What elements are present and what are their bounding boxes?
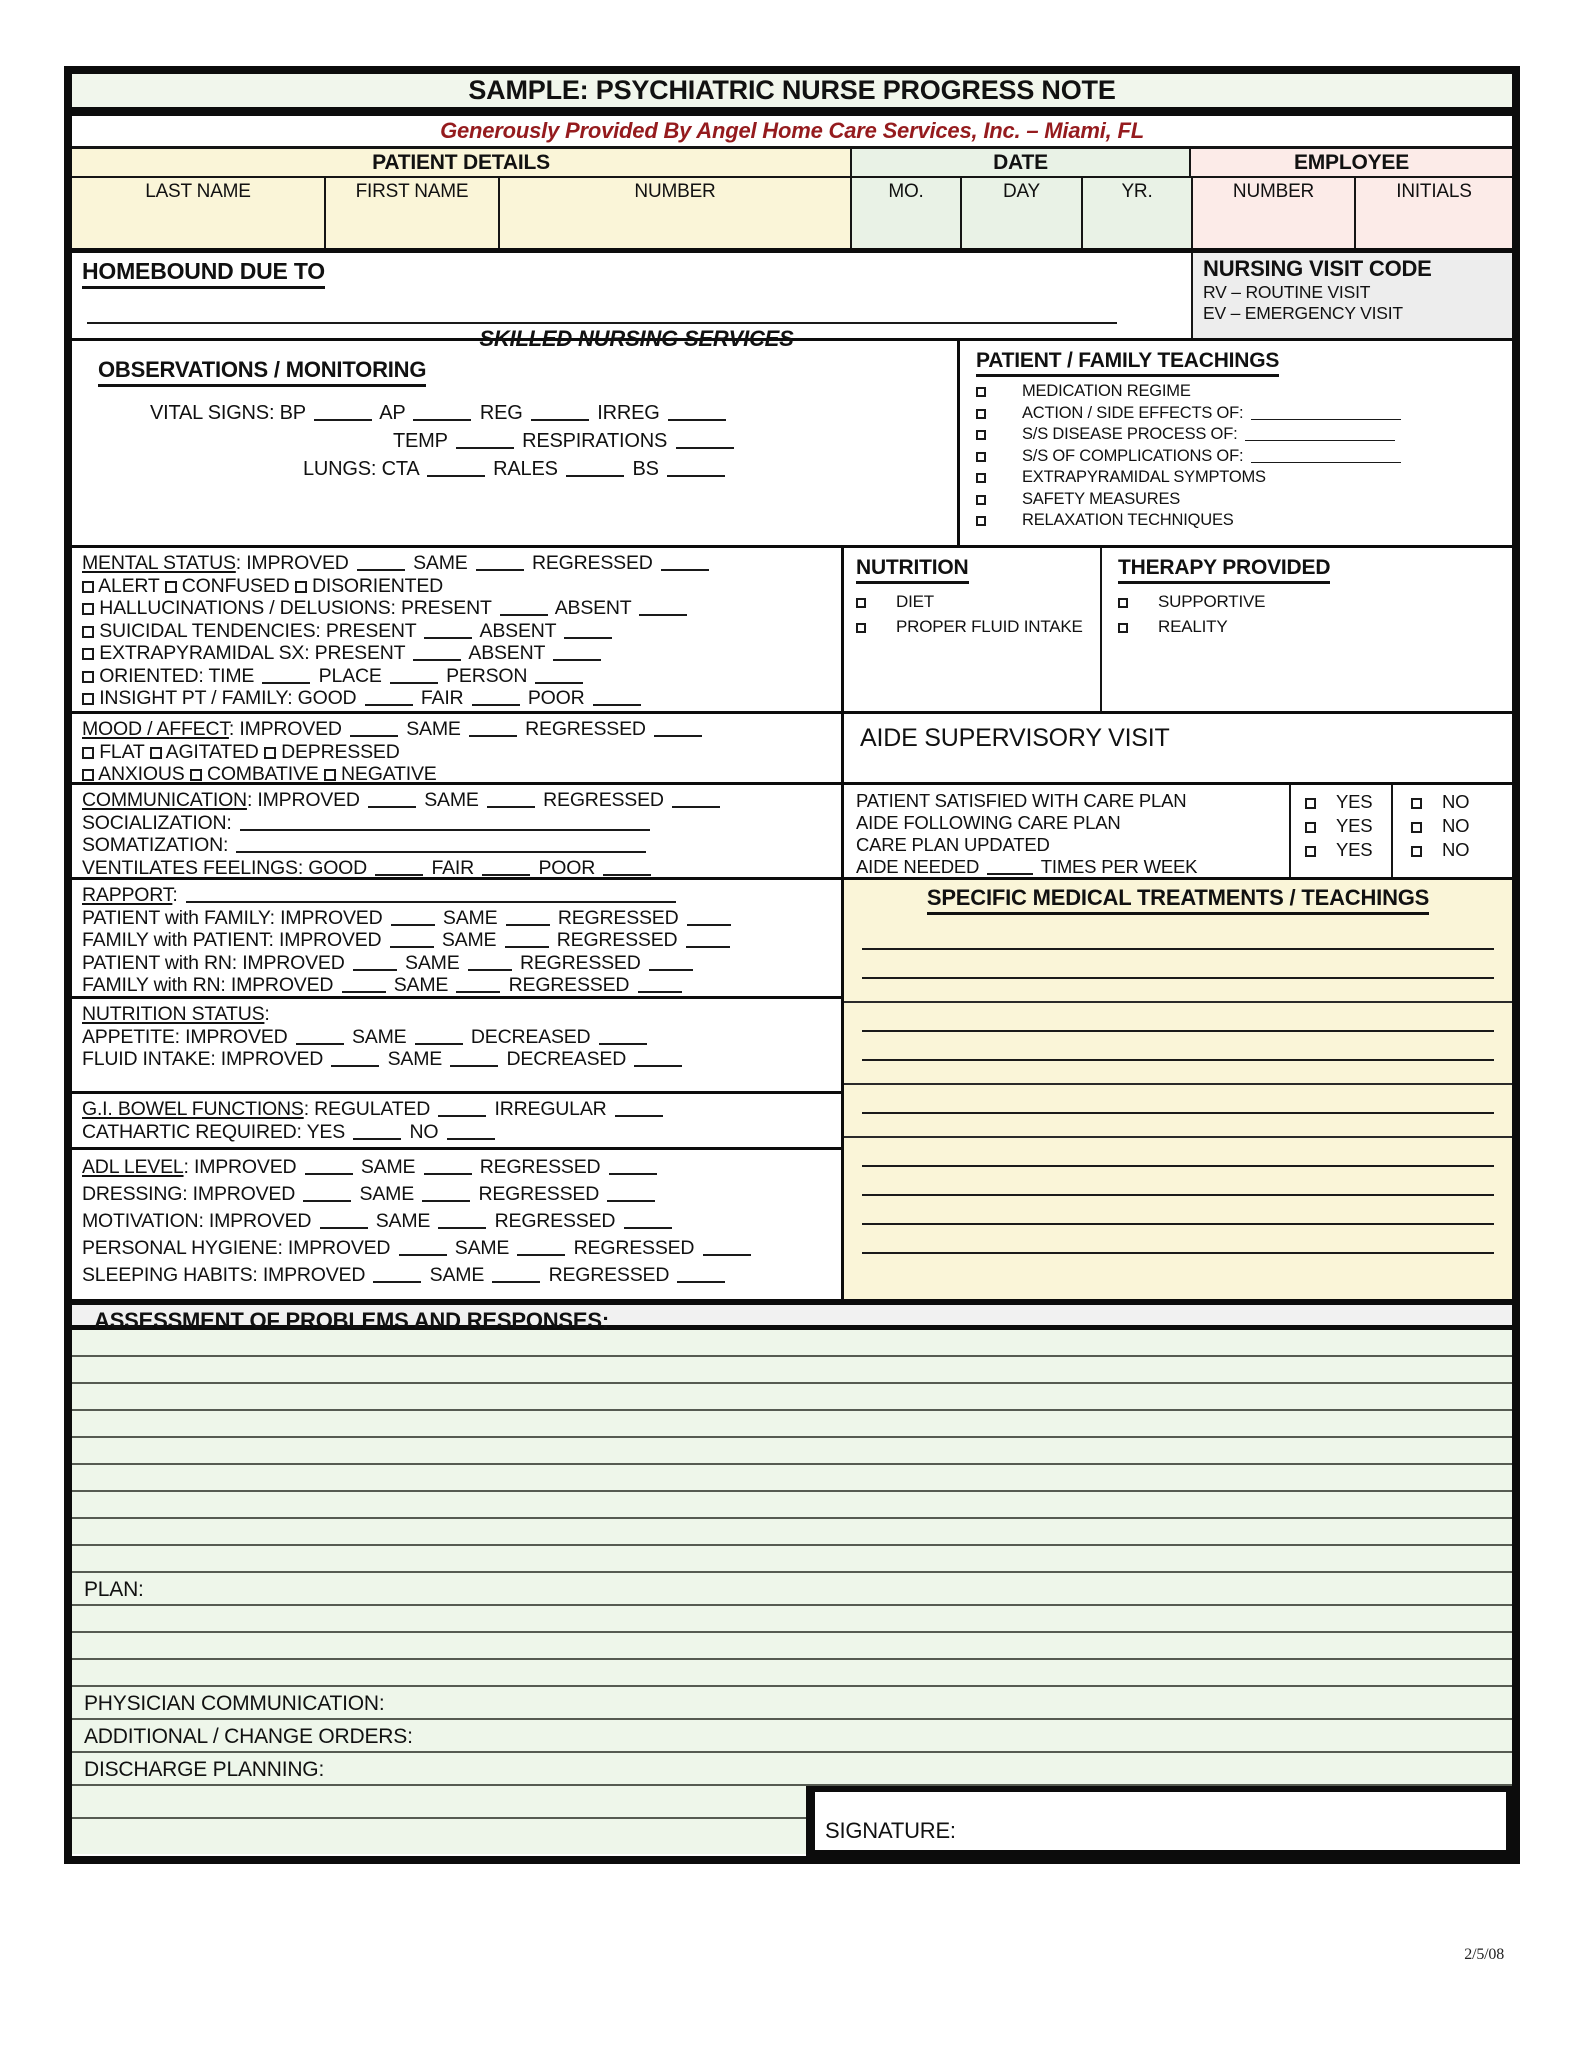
ruled-row[interactable] [72,1465,1512,1492]
nursing-visit-code-title: NURSING VISIT CODE [1203,256,1432,281]
form-title: SAMPLE: PSYCHIATRIC NURSE PROGRESS NOTE [72,74,1512,116]
checkbox[interactable] [1305,798,1316,809]
form-line: DIET [856,589,1100,614]
blank-field[interactable] [566,462,624,477]
form-line: PATIENT with FAMILY: IMPROVED SAME REGRESSED [82,907,835,930]
discharge-planning-row[interactable]: DISCHARGE PLANNING: [72,1753,1512,1786]
ruled-row[interactable] [72,1546,1512,1573]
ruled-row[interactable] [72,1384,1512,1411]
form-line: PROPER FLUID INTAKE [856,614,1100,639]
writing-line[interactable] [862,1085,1494,1114]
blank-field[interactable] [368,793,416,808]
form-line: NO [1411,838,1512,862]
treatment-block [844,1003,1512,1085]
homebound-area [72,253,1191,351]
therapy-heading: THERAPY PROVIDED [1118,556,1330,584]
form-line: HALLUCINATIONS / DELUSIONS: PRESENT ABSENT [82,597,835,620]
blank-field[interactable] [500,601,548,616]
year-label: YR. [1121,181,1153,202]
blank-field[interactable] [603,861,651,876]
checkbox[interactable] [856,598,866,608]
form-line: EXTRAPYRAMIDAL SX: PRESENT ABSENT [82,642,835,665]
form-line: AIDE FOLLOWING CARE PLAN [856,812,1121,833]
blank-field[interactable] [305,1160,353,1175]
checkbox[interactable] [1305,846,1316,857]
patient-family-teachings-box [957,341,1512,545]
nutrition-list [856,589,1100,639]
blank-field[interactable] [357,556,405,571]
teachings-list [976,381,1512,532]
form-line: SOMATIZATION: [82,834,835,857]
blank-field[interactable] [438,1102,486,1117]
additional-change-orders-row[interactable]: ADDITIONAL / CHANGE ORDERS: [72,1720,1512,1753]
checkbox[interactable] [976,452,986,462]
section-label: MOOD / AFFECT [82,718,229,740]
blank-field[interactable] [450,1052,498,1067]
checkbox[interactable] [856,623,866,633]
form-line: ALERT CONFUSED DISORIENTED [82,575,835,598]
form-line: APPETITE: IMPROVED SAME DECREASED [82,1026,835,1049]
section-label: MENTAL STATUS [82,552,236,574]
checkbox[interactable] [1118,623,1128,633]
assessment-rows [72,1330,1512,1573]
form-line: AIDE NEEDED TIMES PER WEEK [856,856,1198,877]
checkbox[interactable] [1411,798,1422,809]
checkbox[interactable] [1118,598,1128,608]
homebound-band [72,253,1512,351]
form-line: SUPPORTIVE [1118,589,1512,614]
writing-line[interactable] [862,1167,1494,1196]
section-label: COMMUNICATION [82,789,247,811]
ruled-row[interactable] [72,1606,1512,1633]
last-name-field[interactable] [72,178,324,248]
blank-field[interactable] [365,691,413,706]
form-line: FAMILY with PATIENT: IMPROVED SAME REGRESSED [82,929,835,952]
form-line: FLUID INTAKE: IMPROVED SAME DECREASED [82,1048,835,1071]
date-month-field[interactable] [850,178,960,248]
observations-heading: OBSERVATIONS / MONITORING [98,357,426,387]
blank-field[interactable] [506,911,550,926]
provided-by-line: Generously Provided By Angel Home Care Services, Inc. – Miami, FL [72,116,1512,149]
blank-field[interactable] [262,669,310,684]
teachings-heading: PATIENT / FAMILY TEACHINGS [976,349,1279,377]
blank-field[interactable] [413,646,461,661]
blank-field[interactable] [686,933,730,948]
checkbox[interactable] [82,626,94,638]
checkbox[interactable] [1411,846,1422,857]
blank-field[interactable] [634,1052,682,1067]
blank-field[interactable] [427,462,485,477]
date-year-field[interactable] [1081,178,1191,248]
writing-line[interactable] [862,1138,1494,1167]
blank-field[interactable] [373,1268,421,1283]
blank-field[interactable] [1251,448,1401,463]
blank-field[interactable] [447,1125,495,1140]
employee-initials-field[interactable] [1354,178,1512,248]
form-line: DRESSING: IMPROVED SAME REGRESSED [82,1181,835,1208]
communication-box [72,782,841,877]
writing-line[interactable] [862,1003,1494,1032]
blank-field[interactable] [456,978,500,993]
blank-field[interactable] [687,911,731,926]
ruled-row[interactable] [72,1411,1512,1438]
form-line: EXTRAPYRAMIDAL SYMPTOMS [976,467,1512,489]
physician-communication-row[interactable]: PHYSICIAN COMMUNICATION: [72,1687,1512,1720]
checkbox[interactable] [1411,822,1422,833]
employee-initials-label: INITIALS [1396,181,1472,202]
ruled-row[interactable] [72,1519,1512,1546]
plan-row[interactable]: PLAN: [72,1573,1512,1606]
blank-field[interactable] [1245,426,1395,441]
blank-field[interactable] [413,406,471,421]
first-name-label: FIRST NAME [355,181,469,202]
nutrition-therapy-row [844,548,1512,711]
right-column [844,548,1512,1299]
blank-field[interactable] [415,1030,463,1045]
mood-affect-box [72,711,841,785]
writing-line[interactable] [862,1032,1494,1061]
checkbox[interactable] [976,516,986,526]
checkbox[interactable] [324,769,336,781]
form-line: ANXIOUS COMBATIVE NEGATIVE [82,763,835,786]
form-line: YES [1305,838,1391,862]
checkbox[interactable] [82,648,94,660]
blank-field[interactable] [390,933,434,948]
blank-field[interactable] [553,646,601,661]
form-line: CATHARTIC REQUIRED: YES NO [82,1121,835,1144]
section-label: NUTRITION STATUS [82,1003,265,1025]
care-plan-yes-column [1289,785,1391,877]
blank-field[interactable] [424,1160,472,1175]
form-line: S/S OF COMPLICATIONS OF: [976,446,1512,468]
blank-field[interactable] [599,1030,647,1045]
form-line: ACTION / SIDE EFFECTS OF: [976,403,1512,425]
checkbox[interactable] [264,747,276,759]
blank-field[interactable] [677,1268,725,1283]
routine-visit-code: RV – ROUTINE VISIT [1203,282,1371,302]
blank-field[interactable] [456,434,514,449]
form-line: SLEEPING HABITS: IMPROVED SAME REGRESSED [82,1262,835,1289]
middle-grid [72,548,1512,1299]
checkbox[interactable] [976,430,986,440]
blank-field[interactable] [476,556,524,571]
form-line: INSIGHT PT / FAMILY: GOOD FAIR POOR [82,687,835,710]
blank-field[interactable] [639,601,687,616]
ruled-row[interactable] [72,1660,1512,1687]
form-line: RELAXATION TECHNIQUES [976,510,1512,532]
mental-status-box [72,548,841,711]
form-line: SOCIALIZATION: [82,812,835,835]
blank-field[interactable] [422,1187,470,1202]
employee-header: EMPLOYEE [1191,149,1512,176]
checkbox[interactable] [190,769,202,781]
form-line: YES [1305,814,1391,838]
blank-field[interactable] [438,1214,486,1229]
aide-supervisory-visit-box: AIDE SUPERVISORY VISIT [844,711,1512,782]
blank-field[interactable] [342,978,386,993]
blank-field[interactable] [638,978,682,993]
rapport-box [72,877,841,996]
patient-number-label: NUMBER [634,181,716,202]
checkbox[interactable] [976,495,986,505]
blank-field[interactable] [353,1125,401,1140]
date-day-field[interactable] [960,178,1081,248]
blank-field[interactable] [531,406,589,421]
care-plan-table [844,782,1512,877]
nursing-visit-code-box [1191,253,1512,338]
footer-date: 2/5/08 [1464,1946,1504,1963]
vital-signs-line: TEMP RESPIRATIONS [393,427,957,455]
blank-field[interactable] [654,722,702,737]
care-plan-no-column [1391,785,1512,877]
checkbox[interactable] [1305,822,1316,833]
ruled-row[interactable] [72,1492,1512,1519]
employee-number-field[interactable] [1191,178,1354,248]
blank-field[interactable] [987,860,1033,875]
blank-field[interactable] [468,956,512,971]
month-label: MO. [888,181,924,202]
blank-field[interactable] [390,669,438,684]
patient-number-field[interactable] [498,178,850,248]
signature-label: SIGNATURE: [825,1818,956,1843]
checkbox[interactable] [976,409,986,419]
first-name-field[interactable] [324,178,498,248]
blank-field[interactable] [303,1187,351,1202]
blank-field[interactable] [375,861,423,876]
therapy-provided-box [1102,548,1512,711]
form-line: G.I. BOWEL FUNCTIONS: REGULATED IRREGULAR [82,1098,835,1121]
blank-field[interactable] [331,1052,379,1067]
homebound-write-line[interactable] [84,309,1191,324]
section-label: ADL LEVEL [82,1156,184,1178]
form-line: RAPPORT: [82,884,835,907]
vital-signs [98,399,957,483]
blank-field[interactable] [672,793,720,808]
vital-signs-line: LUNGS: CTA RALES BS [303,455,957,483]
blank-field[interactable] [424,624,472,639]
blank-field[interactable] [624,1214,672,1229]
blank-field[interactable] [399,1241,447,1256]
treatment-block [844,1138,1512,1276]
ruled-row[interactable] [72,1357,1512,1384]
skilled-nursing-title: SKILLED NURSING SERVICES [479,326,794,351]
ruled-row[interactable] [72,1330,1512,1357]
nutrition-status-box [72,996,841,1091]
blank-field[interactable] [668,406,726,421]
ruled-row[interactable] [72,1819,806,1854]
form-line: MOTIVATION: IMPROVED SAME REGRESSED [82,1208,835,1235]
checkbox[interactable] [150,747,162,759]
checkbox[interactable] [82,603,94,615]
form-line: PATIENT SATISFIED WITH CARE PLAN [856,790,1187,811]
blank-field[interactable] [492,1268,540,1283]
blank-field[interactable] [236,838,646,853]
last-name-label: LAST NAME [145,181,251,202]
blank-field[interactable] [607,1187,655,1202]
assessment-heading: ASSESSMENT OF PROBLEMS AND RESPONSES: [72,1299,1512,1330]
observations-band [72,341,1512,548]
signature-box[interactable] [809,1786,1512,1856]
vital-signs-line: VITAL SIGNS: BP AP REG IRREG [150,399,957,427]
blank-field[interactable] [1251,405,1401,420]
form-line: VENTILATES FEELINGS: GOOD FAIR POOR [82,857,835,880]
progress-note-form [64,66,1520,1864]
blank-field[interactable] [487,793,535,808]
blank-field[interactable] [661,556,709,571]
form-line: ADL LEVEL: IMPROVED SAME REGRESSED [82,1154,835,1181]
form-line: ORIENTED: TIME PLACE PERSON [82,665,835,688]
left-column [72,548,844,1299]
form-line: PERSONAL HYGIENE: IMPROVED SAME REGRESSED [82,1235,835,1262]
gi-bowel-box [72,1091,841,1147]
date-header: DATE [850,149,1191,176]
form-line: FAMILY with RN: IMPROVED SAME REGRESSED [82,974,835,997]
form-line: SAFETY MEASURES [976,489,1512,511]
blank-field[interactable] [314,406,372,421]
blank-field[interactable] [505,933,549,948]
checkbox[interactable] [976,473,986,483]
blank-field[interactable] [350,722,398,737]
form-line: NUTRITION STATUS: [82,1003,270,1025]
form-line: CARE PLAN UPDATED [856,834,1050,855]
day-label: DAY [1002,181,1041,202]
form-line: NO [1411,790,1512,814]
blank-field[interactable] [240,816,650,831]
blank-field[interactable] [472,691,520,706]
nutrition-heading: NUTRITION [856,556,969,584]
section-header-row [72,149,1512,178]
therapy-list [1118,589,1512,639]
form-line: MENTAL STATUS: IMPROVED SAME REGRESSED [82,552,835,575]
form-line: NO [1411,814,1512,838]
writing-line[interactable] [862,921,1494,950]
ruled-row[interactable] [72,1438,1512,1465]
form-line: REALITY [1118,614,1512,639]
blank-field[interactable] [469,722,517,737]
checkbox[interactable] [82,769,94,781]
blank-field[interactable] [391,911,435,926]
treatment-block [844,1085,1512,1138]
form-line: COMMUNICATION: IMPROVED SAME REGRESSED [82,789,835,812]
ruled-row[interactable] [72,1633,1512,1660]
bottom-left-rows [72,1786,809,1856]
section-label: RAPPORT [82,884,173,906]
care-plan-labels [844,785,1289,877]
blank-field[interactable] [667,462,725,477]
blank-field[interactable] [296,1030,344,1045]
adl-level-box [72,1147,841,1290]
checkbox[interactable] [165,581,177,593]
blank-field[interactable] [593,691,641,706]
writing-line[interactable] [862,1225,1494,1254]
treatment-block [844,921,1512,1003]
checkbox[interactable] [976,387,986,397]
checkbox[interactable] [82,693,94,705]
form-line: S/S DISEASE PROCESS OF: [976,424,1512,446]
emergency-visit-code: EV – EMERGENCY VISIT [1203,303,1403,323]
writing-line[interactable] [862,1196,1494,1225]
section-label: G.I. BOWEL FUNCTIONS [82,1098,304,1120]
checkbox[interactable] [82,747,94,759]
homebound-label: HOMEBOUND DUE TO [82,258,325,289]
specific-treatments-heading: SPECIFIC MEDICAL TREATMENTS / TEACHINGS [927,885,1429,915]
blank-field[interactable] [609,1160,657,1175]
blank-field[interactable] [535,669,583,684]
blank-field[interactable] [320,1214,368,1229]
nutrition-box [844,548,1102,711]
observations-box [72,341,957,545]
form-line: YES [1305,790,1391,814]
form-line: PATIENT with RN: IMPROVED SAME REGRESSED [82,952,835,975]
blank-field[interactable] [649,956,693,971]
field-cells-row [72,178,1512,253]
blank-field[interactable] [676,434,734,449]
ruled-row[interactable] [72,1786,806,1819]
checkbox[interactable] [82,671,94,683]
specific-treatments-box [844,877,1512,1299]
bottom-band [72,1786,1512,1856]
blank-field[interactable] [703,1241,751,1256]
specific-treatments-heading-wrap [844,885,1512,915]
form-line: SUICIDAL TENDENCIES: PRESENT ABSENT [82,620,835,643]
form-line: FLAT AGITATED DEPRESSED [82,741,835,764]
checkbox[interactable] [295,581,307,593]
plan-rows [72,1606,1512,1687]
blank-field[interactable] [615,1102,663,1117]
form-line: MOOD / AFFECT: IMPROVED SAME REGRESSED [82,718,835,741]
blank-field[interactable] [353,956,397,971]
blank-field[interactable] [87,309,1117,324]
employee-number-label: NUMBER [1232,181,1315,202]
checkbox[interactable] [82,581,94,593]
form-line: MEDICATION REGIME [976,381,1512,403]
blank-field[interactable] [482,861,530,876]
writing-line[interactable] [862,950,1494,979]
blank-field[interactable] [517,1241,565,1256]
specific-treatments-lines [844,921,1512,1276]
blank-field[interactable] [564,624,612,639]
blank-field[interactable] [186,888,676,903]
patient-details-header: PATIENT DETAILS [72,149,850,176]
